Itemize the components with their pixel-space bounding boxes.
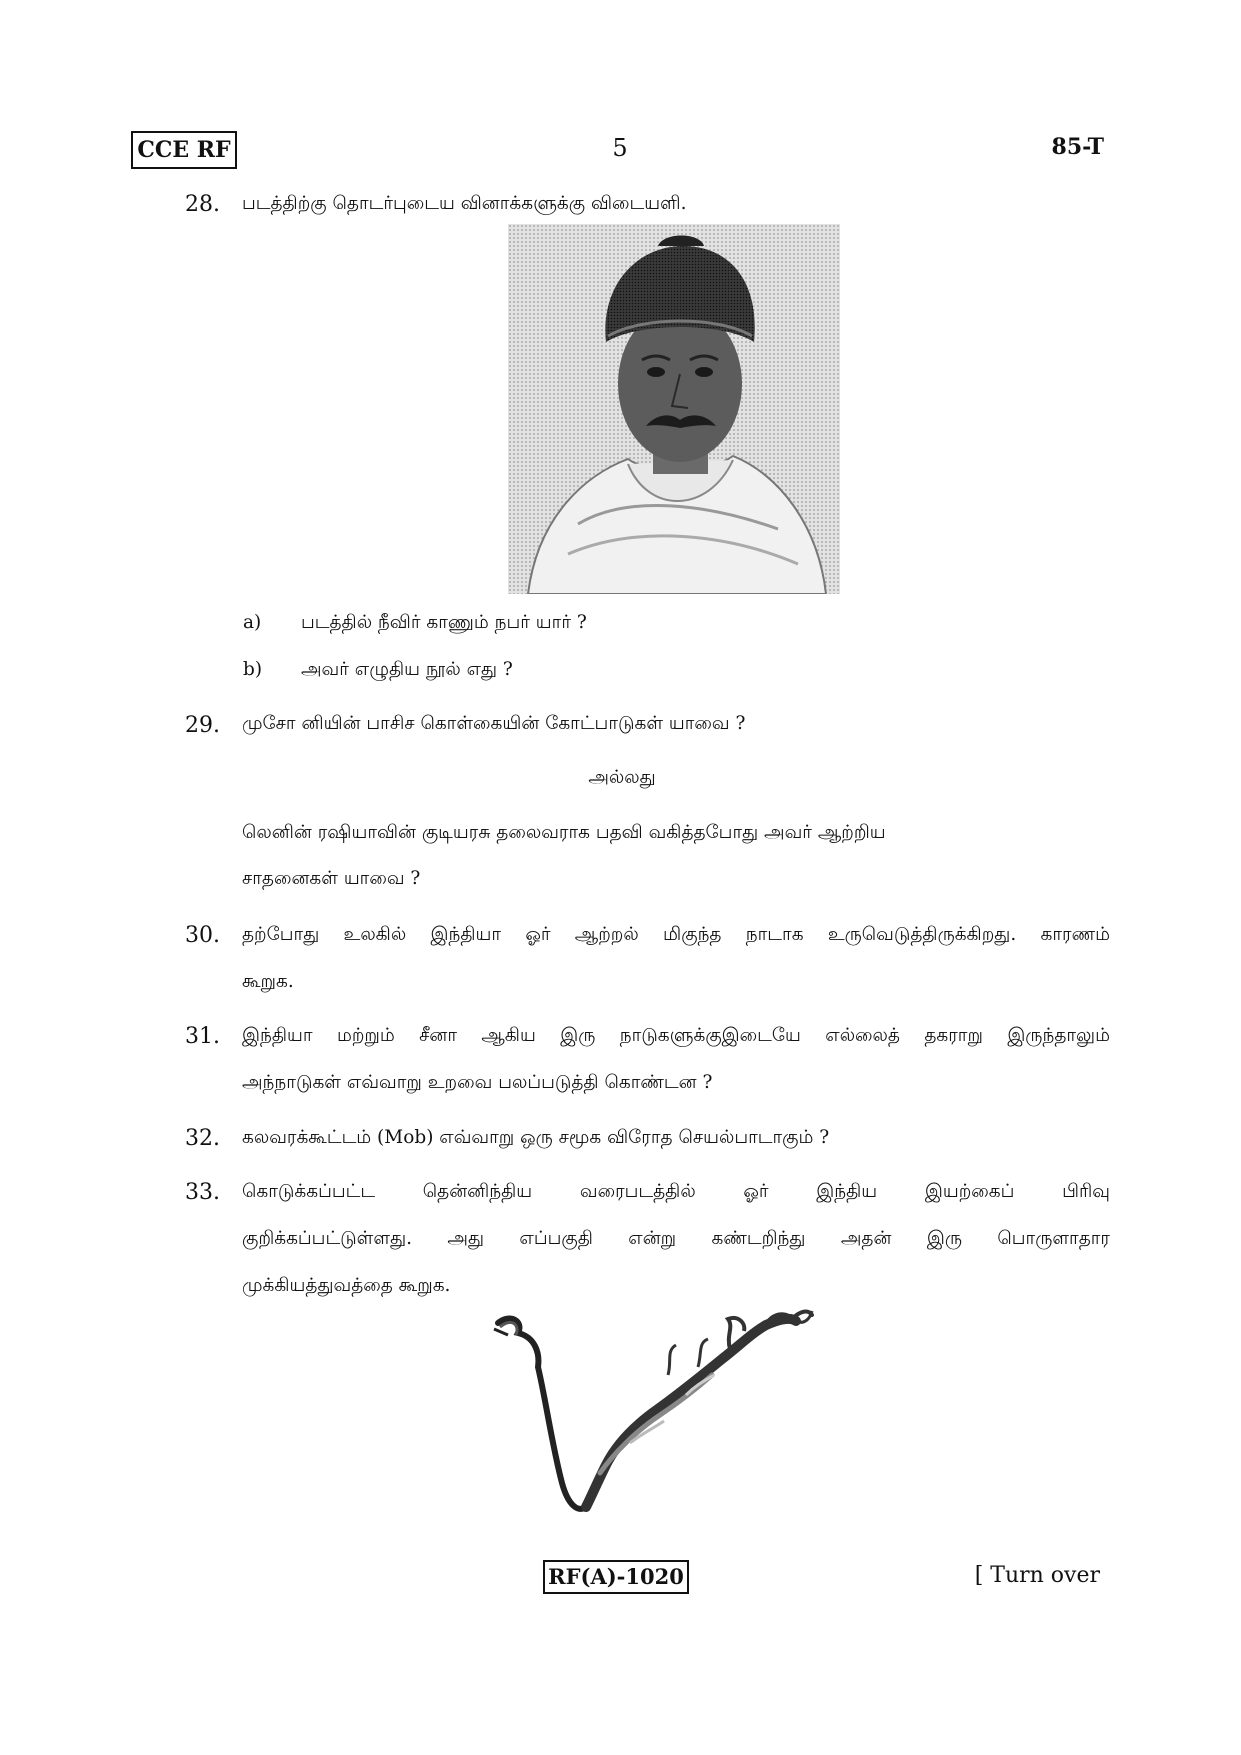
series-code-box: CCE RF <box>131 131 237 169</box>
question-29-alt-line2: சாதனைகள் யாவை ? <box>242 868 421 889</box>
page-number: 5 <box>612 134 628 162</box>
question-33-line1: கொடுக்கப்பட்ட தென்னிந்திய வரைபடத்தில் ஓர் இந்திய இயற்கைப் பிரிவு <box>242 1181 1110 1202</box>
question-31-line1: இந்தியா மற்றும் சீனா ஆகிய இரு நாடுகளுக்குஇடையே எல்லைத் தகராறு இருந்தாலும் <box>242 1025 1110 1046</box>
portrait-photo-icon <box>508 224 840 594</box>
question-33-line2: குறிக்கப்பட்டுள்ளது. அது எப்பகுதி என்று கண்டறிந்து அதன் இரு பொருளாதார <box>242 1228 1110 1249</box>
question-28-number: 28. <box>185 192 220 217</box>
south-india-map-icon <box>490 1305 860 1520</box>
question-32-text: கலவரக்கூட்டம் (Mob) எவ்வாறு ஒரு சமூக விரோத செயல்பாடாகும் ? <box>242 1127 830 1148</box>
question-31-number: 31. <box>185 1024 220 1049</box>
question-28a-text: படத்தில் நீவிர் காணும் நபர் யார் ? <box>301 612 587 633</box>
question-33-number: 33. <box>185 1180 220 1205</box>
question-29-or: அல்லது <box>588 767 656 788</box>
question-31-line2: அந்நாடுகள் எவ்வாறு உறவை பலப்படுத்தி கொண்டன ? <box>242 1072 713 1093</box>
question-30-line2: கூறுக. <box>242 971 294 992</box>
question-29-number: 29. <box>185 713 220 738</box>
question-28a-label: a) <box>243 612 262 633</box>
question-28b-text: அவர் எழுதிய நூல் எது ? <box>301 659 513 680</box>
question-32-number: 32. <box>185 1126 220 1151</box>
question-30-number: 30. <box>185 923 220 948</box>
footer-code-box: RF(A)-1020 <box>543 1560 689 1594</box>
question-28-text: படத்திற்கு தொடர்புடைய வினாக்களுக்கு விடையளி. <box>242 193 687 214</box>
question-28b-label: b) <box>243 659 263 680</box>
paper-code: 85-T <box>1051 134 1104 160</box>
question-29-text: முசோ னியின் பாசிச கொள்கையின் கோட்பாடுகள் யாவை ? <box>242 713 746 734</box>
turn-over-note: [ Turn over <box>974 1563 1100 1588</box>
question-29-alt-line1: லெனின் ரஷியாவின் குடியரசு தலைவராக பதவி வகித்தபோது அவர் ஆற்றிய <box>242 822 886 843</box>
question-33-line3: முக்கியத்துவத்தை கூறுக. <box>242 1275 451 1296</box>
question-30-line1: தற்போது உலகில் இந்தியா ஓர் ஆற்றல் மிகுந்த நாடாக உருவெடுத்திருக்கிறது. காரணம் <box>242 924 1110 945</box>
